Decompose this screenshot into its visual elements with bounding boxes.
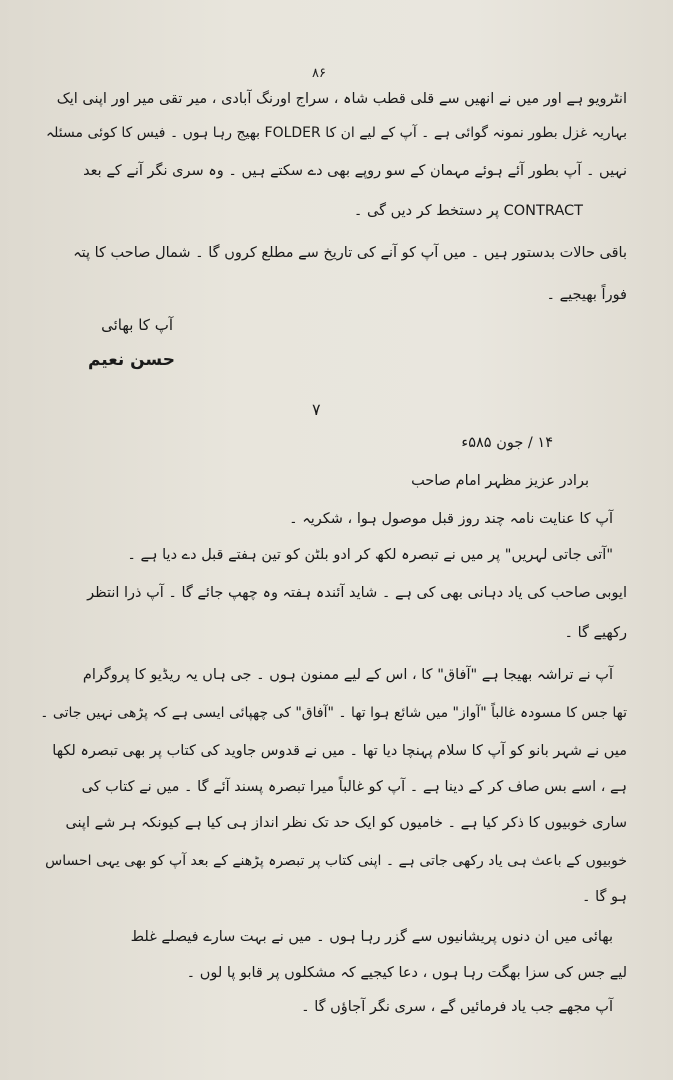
- text-line: بہاریہ غزل بطور نمونہ گوائی ہے ۔ آپ کے لیے ان کا FOLDER بھیج رہا ہوں ۔ فیس کا کوئی مسئلہ: [45, 125, 627, 141]
- text-line: رکھیے گا ۔: [564, 625, 627, 641]
- signature: حسن نعیم: [87, 350, 175, 370]
- letter-number: ۷: [312, 400, 321, 419]
- text-line: ساری خوبیوں کا ذکر کیا ہے ۔ خامیوں کو ایک حد تک نظر انداز ہی کیا ہے کیونکہ ہر شے اپنی: [65, 815, 627, 831]
- text-line: CONTRACT پر دستخط کر دیں گی ۔: [353, 203, 583, 219]
- text-line: بھائی میں ان دنوں پریشانیوں سے گزر رہا ہوں ۔ میں نے بہت سارے فیصلے غلط: [130, 929, 613, 945]
- text-line: ایوبی صاحب کی یاد دہانی بھی کی ہے ۔ شاید آئندہ ہفتہ وہ چھپ جائے گا ۔ آپ ذرا انتظر: [87, 585, 627, 601]
- page-number: ۸۶: [312, 66, 326, 81]
- text-line: خوبیوں کے باعث ہی یاد رکھی جاتی ہے ۔ اپنی کتاب پر تبصرہ پڑھنے کے بعد آپ کو بھی یہی احساس: [45, 853, 627, 869]
- text-line: نہیں ۔ آپ بطور آئے ہوئے مہمان کے سو روپے بھی دے سکتے ہیں ۔ وہ سری نگر آنے کے بعد: [83, 163, 627, 179]
- text-line: آپ کا عنایت نامہ چند روز قبل موصول ہوا ، شکریہ ۔: [289, 511, 613, 527]
- text-line: ہو گا ۔: [581, 889, 627, 905]
- greeting: برادر عزیز مظہر امام صاحب: [411, 473, 589, 489]
- text-line: لیے جس کی سزا بھگت رہا ہوں ، دعا کیجیے کہ مشکلوں پر قابو پا لوں ۔: [186, 965, 627, 981]
- text-line: میں نے شہر بانو کو آپ کا سلام پہنچا دیا تھا ۔ میں نے قدوس جاوید کی کتاب پر بھی تبصرہ لکھا: [52, 743, 627, 759]
- text-line: باقی حالات بدستور ہیں ۔ میں آپ کو آنے کی تاریخ سے مطلع کروں گا ۔ شمال صاحب کا پتہ: [73, 245, 627, 261]
- text-line: فوراً بھیجیے ۔: [546, 287, 627, 303]
- closing-salutation: آپ کا بھائی: [101, 316, 173, 334]
- text-line: تھا جس کا مسودہ غالباً "آواز" میں شائع ہوا تھا ۔ "آفاق" کی چھپائی ایسی ہے کہ پڑھی نہیں جاتی ۔: [40, 705, 627, 721]
- text-line: ہے ، اسے بس صاف کر کے دینا ہے ۔ آپ کو غالباً میرا تبصرہ پسند آئے گا ۔ میں نے کتاب کی: [81, 779, 627, 795]
- letter-date: ۱۴ / جون ۵۸۵ء: [461, 435, 553, 451]
- text-line: "آتی جاتی لہریں" پر میں نے تبصرہ لکھ کر ادو بلٹن کو تین ہفتے قبل دے دیا ہے ۔: [127, 547, 613, 563]
- text-line: آپ نے تراشہ بھیجا ہے "آفاق" کا ، اس کے لیے ممنون ہوں ۔ جی ہاں یہ ریڈیو کا پروگرام: [82, 667, 613, 683]
- text-line: آپ مجھے جب یاد فرمائیں گے ، سری نگر آجاؤں گا ۔: [301, 999, 613, 1015]
- text-line: انٹرویو ہے اور میں نے انھیں سے قلی قطب شاہ ، سراج اورنگ آبادی ، میر تقی میر اور اپنی ایک: [56, 91, 627, 107]
